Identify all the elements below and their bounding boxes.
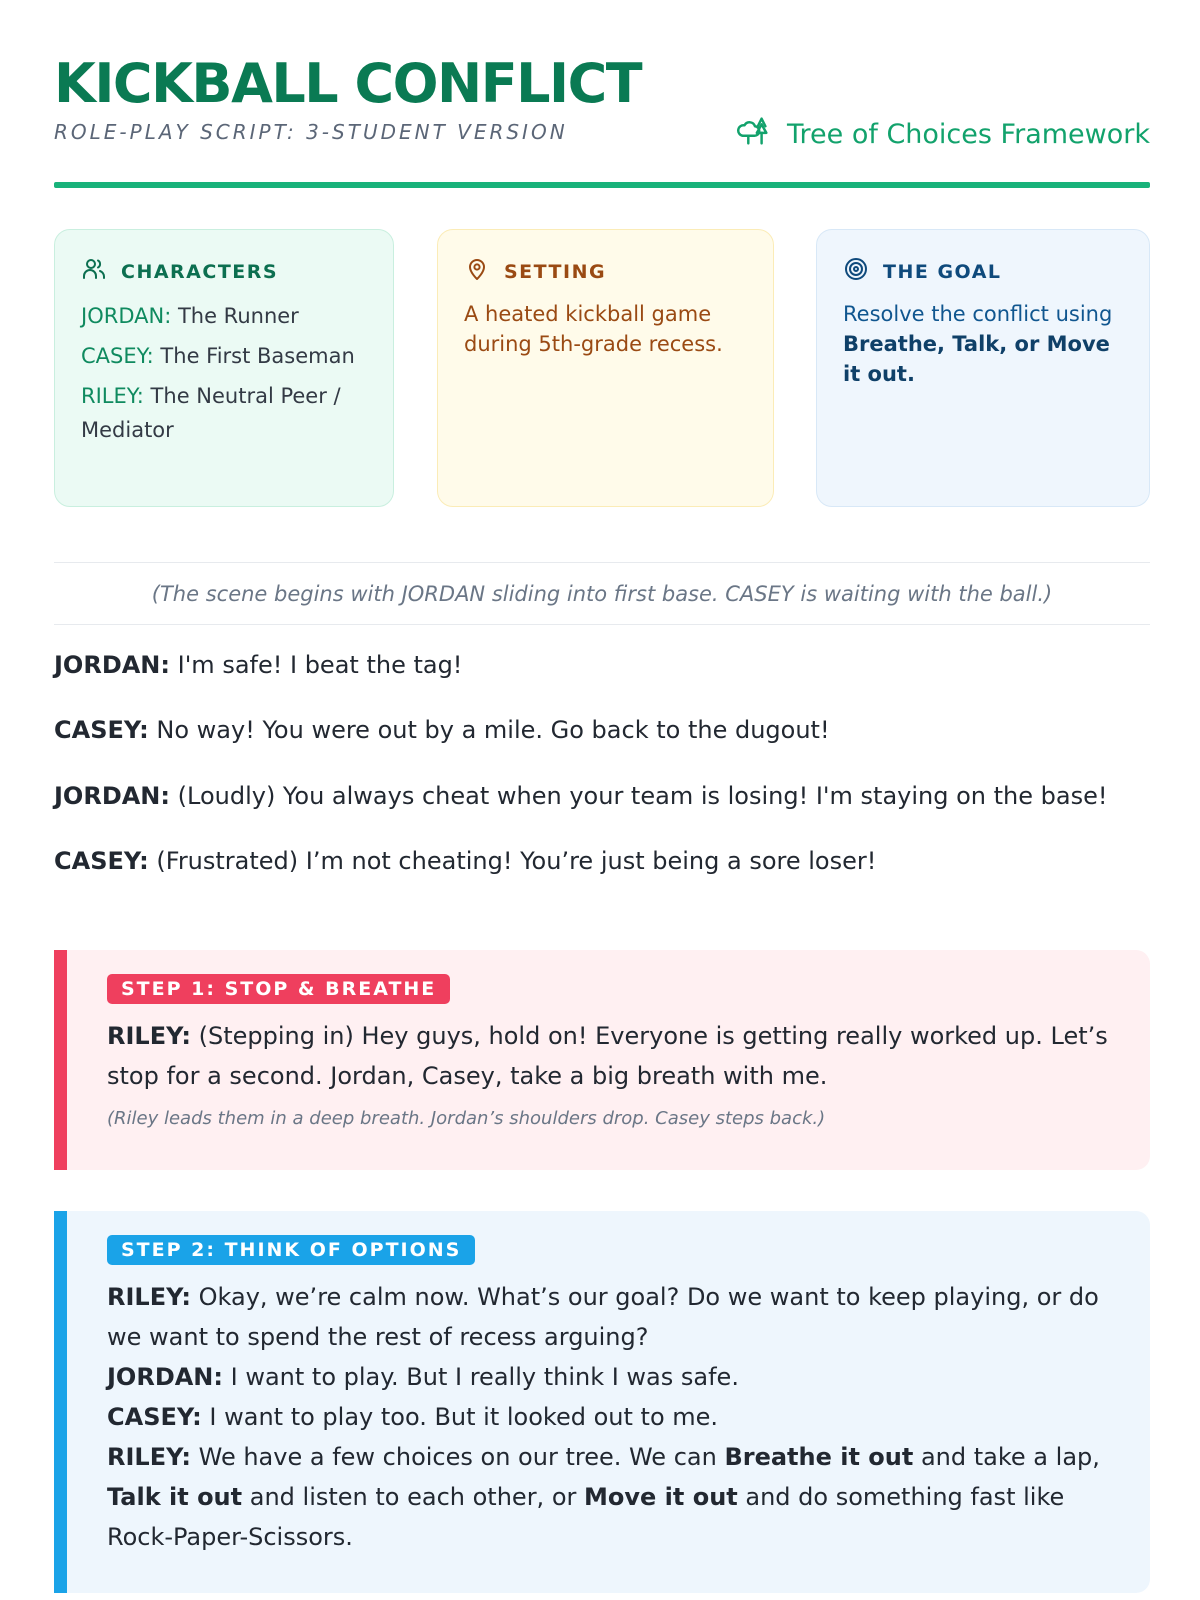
step-2-line: CASEY: I want to play too. But it looked out to me. bbox=[107, 1403, 719, 1431]
page-subtitle: ROLE-PLAY SCRIPT: 3-STUDENT VERSION bbox=[54, 120, 568, 144]
character-casey: CASEY: The First Baseman bbox=[81, 344, 355, 368]
step-1-line: RILEY: (Stepping in) Hey guys, hold on! Everyone is getting really worked up. Let’s stop for a second. Jordan, Casey, take a big breath with me. bbox=[107, 1022, 1108, 1090]
step-1-panel bbox=[54, 950, 1150, 1170]
dialogue-line: CASEY: No way! You were out by a mile. Go back to the dugout! bbox=[54, 716, 830, 744]
setting-heading: SETTING bbox=[464, 256, 747, 287]
dialogue-line: JORDAN: (Loudly) You always cheat when your team is losing! I'm staying on the base! bbox=[54, 782, 1108, 810]
target-icon bbox=[843, 256, 869, 287]
setting-card bbox=[437, 229, 774, 507]
dialogue-line: JORDAN: I'm safe! I beat the tag! bbox=[54, 651, 463, 679]
step-1-badge: STEP 1: STOP & BREATHE bbox=[107, 974, 450, 1004]
page-header bbox=[54, 52, 1150, 190]
step-2-badge: STEP 2: THINK OF OPTIONS bbox=[107, 1235, 475, 1265]
characters-card bbox=[54, 229, 394, 507]
dialogue-line: CASEY: (Frustrated) I’m not cheating! You’re just being a sore loser! bbox=[54, 847, 877, 875]
step-2-panel bbox=[54, 1211, 1150, 1593]
stage-direction: (The scene begins with JORDAN sliding into first base. CASEY is waiting with the ball.) bbox=[54, 562, 1150, 625]
character-riley: RILEY: The Neutral Peer / Mediator bbox=[81, 384, 341, 442]
page-title: KICKBALL CONFLICT bbox=[54, 52, 642, 115]
step-1-stage-note: (Riley leads them in a deep breath. Jordan’s shoulders drop. Casey steps back.) bbox=[107, 1108, 826, 1129]
characters-heading: CHARACTERS bbox=[81, 256, 367, 287]
goal-card bbox=[816, 229, 1150, 507]
setting-text: A heated kickball game during 5th-grade recess. bbox=[464, 302, 723, 356]
users-icon bbox=[81, 256, 107, 287]
header-divider bbox=[54, 182, 1150, 188]
map-pin-icon bbox=[464, 256, 490, 287]
tree-icon bbox=[735, 112, 773, 157]
step-2-line: JORDAN: I want to play. But I really think I was safe. bbox=[107, 1363, 739, 1391]
goal-text: Resolve the conflict using Breathe, Talk, or Move it out. bbox=[843, 302, 1113, 386]
goal-heading: THE GOAL bbox=[843, 256, 1123, 287]
character-jordan: JORDAN: The Runner bbox=[81, 304, 299, 328]
framework-label bbox=[735, 112, 1150, 157]
step-2-line: RILEY: We have a few choices on our tree. We can Breathe it out and take a lap, Talk it out and listen to each other, or Move it out and do something fast like Rock-Paper-Scissors. bbox=[107, 1443, 1100, 1551]
step-2-line: RILEY: Okay, we’re calm now. What’s our goal? Do we want to keep playing, or do we want to spend the rest of recess arguing? bbox=[107, 1283, 1099, 1351]
framework-text: Tree of Choices Framework bbox=[787, 119, 1150, 150]
